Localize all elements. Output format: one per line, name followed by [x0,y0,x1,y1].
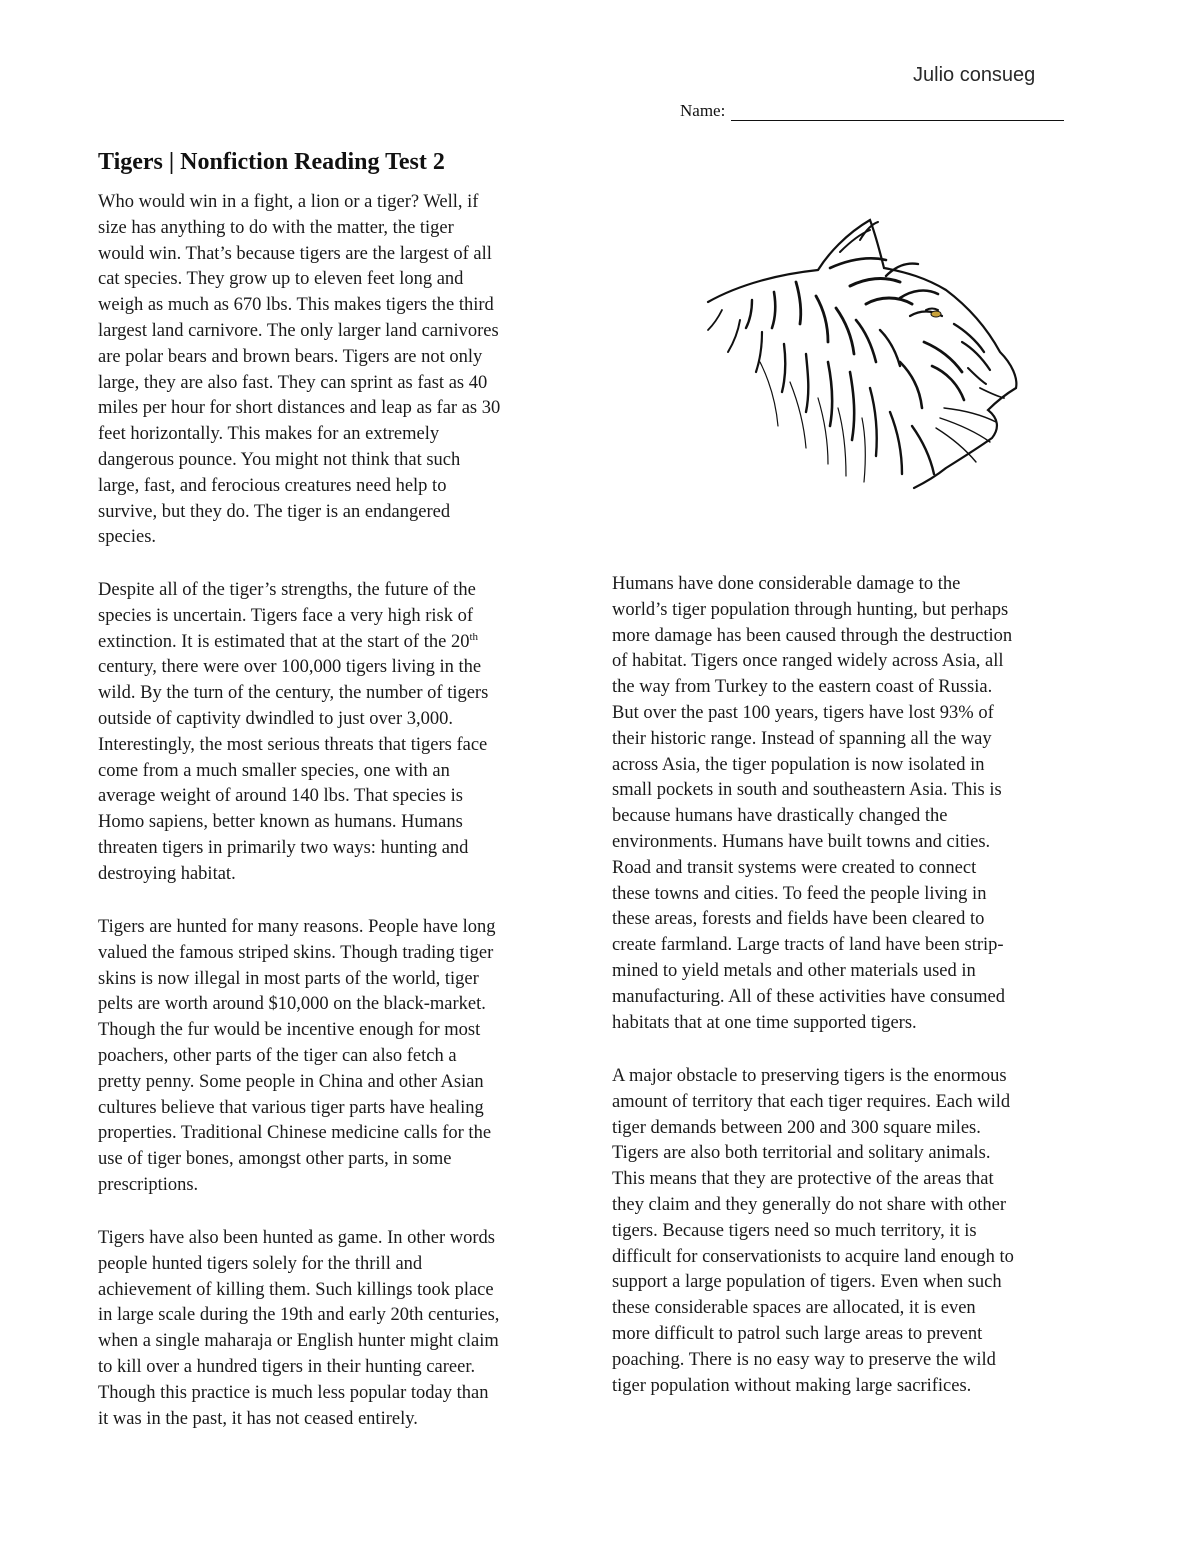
text-line: tiger population without making large sacrifices. [612,1375,972,1396]
text-line: world’s tiger population through hunting, but perhaps [612,599,1009,620]
text-line: Road and transit systems were created to connect [612,857,977,878]
text-line: large, fast, and ferocious creatures need help to [98,475,447,496]
text-line: Tigers have also been hunted as game. In other words [98,1228,495,1248]
text-line: in large scale during the 19th and early 20th centuries, [98,1305,500,1326]
text-line: people hunted tigers solely for the thrill and [98,1253,423,1274]
text-line: Humans have done considerable damage to the [612,574,961,594]
text-line: when a single maharaja or English hunter might claim [98,1331,499,1352]
text-line: mined to yield metals and other materials used in [612,960,976,981]
text-line: these areas, forests and fields have been cleared to [612,909,985,930]
ordinal-superscript: th [469,630,479,643]
text-line: Homo sapiens, better known as humans. Humans [98,812,463,833]
name-field [680,101,1064,121]
text-line: survive, but they do. The tiger is an endangered [98,501,451,522]
name-label: Name: [680,101,726,120]
text-line: largest land carnivore. The only larger land carnivores [98,320,499,341]
text-line: tiger demands between 200 and 300 square miles. [612,1117,981,1138]
text-line: would win. That’s because tigers are the largest of all [98,243,492,264]
text-line: pelts are worth around $10,000 on the black-market. [98,994,486,1015]
text-line: habitats that at one time supported tigers. [612,1012,917,1033]
text-line: environments. Humans have built towns and cities. [612,831,991,852]
text-line: Though the fur would be incentive enough for most [98,1020,481,1041]
text-line: achievement of killing them. Such killings took place [98,1279,494,1300]
text-line: poachers, other parts of the tiger can also fetch a [98,1045,457,1066]
paragraph-hunted-as-game [98,1226,499,1432]
tiger-head-illustration [700,212,1020,494]
text-line: the way from Turkey to the eastern coast of Russia. [612,677,993,698]
paragraph-hunting-reasons [98,915,496,1199]
text-line: valued the famous striped skins. Though trading tiger [98,942,494,963]
paragraph-intro [98,190,500,551]
text-line: support a large population of tigers. Even when such [612,1272,1002,1293]
paragraph-habitat-loss [612,572,1012,1036]
text-line: these towns and cities. To feed the people living in [612,883,987,904]
text-line: species is uncertain. Tigers face a very high risk of [98,605,474,626]
text-line: Though this practice is much less popular today than [98,1382,489,1403]
text-line: threaten tigers in primarily two ways: hunting and [98,837,469,858]
text-line: poaching. There is no easy way to preserve the wild [612,1349,996,1370]
text-line: average weight of around 140 lbs. That species is [98,786,463,807]
paragraph-territory-obstacle [612,1064,1014,1399]
text-line: come from a much smaller species, one with an [98,760,450,781]
text-line: Interestingly, the most serious threats that tigers face [98,734,488,755]
text-line: more difficult to patrol such large areas to prevent [612,1323,983,1344]
text-line: small pockets in south and southeastern Asia. This is [612,780,1002,801]
text-line: large, they are also fast. They can sprint as fast as 40 [98,372,488,393]
text-line-with-superscript [98,630,488,656]
text-line: century, there were over 100,000 tigers living in the [98,657,482,678]
text-line: they claim and they generally do not share with other [612,1194,1007,1215]
text-line: weigh as much as 670 lbs. This makes tigers the third [98,295,494,316]
text-line: pretty penny. Some people in China and other Asian [98,1071,484,1092]
text-line: create farmland. Large tracts of land have been strip- [612,935,1004,956]
text-line: skins is now illegal in most parts of the world, tiger [98,968,479,989]
text-line: because humans have drastically changed the [612,806,948,827]
text-line: tigers. Because tigers need so much territory, it is [612,1220,977,1241]
paragraph-uncertain-future [98,578,488,888]
text-line: cultures believe that various tiger parts have healing [98,1097,484,1118]
text-line: these considerable spaces are allocated, it is even [612,1298,976,1319]
text-line: it was in the past, it has not ceased entirely. [98,1408,418,1429]
text-line: use of tiger bones, amongst other parts, in some [98,1149,452,1170]
text-segment: extinction. It is estimated that at the start of the 20 [98,631,470,652]
text-line: amount of territory that each tiger requires. Each wild [612,1091,1011,1112]
text-line: more damage has been caused through the destruction [612,625,1013,646]
text-line: wild. By the turn of the century, the number of tigers [98,683,489,704]
name-underline [731,105,1064,121]
text-line: This means that they are protective of the areas that [612,1169,994,1190]
text-line: But over the past 100 years, tigers have lost 93% of [612,702,994,723]
text-line: manufacturing. All of these activities have consumed [612,986,1006,1007]
text-line: across Asia, the tiger population is now isolated in [612,754,985,775]
handwritten-student-name: Julio consueg [913,64,1036,86]
text-line: properties. Traditional Chinese medicine calls for the [98,1123,492,1144]
text-line: species. [98,527,157,548]
text-line: are polar bears and brown bears. Tigers are not only [98,346,483,367]
text-line: to kill over a hundred tigers in their hunting career. [98,1356,476,1377]
text-line: Tigers are hunted for many reasons. People have long [98,917,496,937]
text-line: destroying habitat. [98,863,236,884]
text-line: of habitat. Tigers once ranged widely across Asia, all [612,651,1004,672]
text-line: Who would win in a fight, a lion or a tiger? Well, if [98,192,479,212]
text-line: cat species. They grow up to eleven feet long and [98,269,464,290]
text-line: Tigers are also both territorial and solitary animals. [612,1143,991,1164]
text-line: dangerous pounce. You might not think that such [98,449,461,470]
text-line: miles per hour for short distances and leap as far as 30 [98,398,501,419]
text-line: prescriptions. [98,1174,199,1195]
text-line: difficult for conservationists to acquire land enough to [612,1246,1014,1267]
page-title: Tigers | Nonfiction Reading Test 2 [98,149,445,175]
text-line: size has anything to do with the matter, the tiger [98,217,454,238]
text-line: outside of captivity dwindled to just over 3,000. [98,708,454,729]
text-line: Despite all of the tiger’s strengths, the future of the [98,580,476,600]
text-line: their historic range. Instead of spanning all the way [612,728,992,749]
text-line: A major obstacle to preserving tigers is the enormous [612,1066,1007,1086]
text-line: feet horizontally. This makes for an extremely [98,424,440,445]
